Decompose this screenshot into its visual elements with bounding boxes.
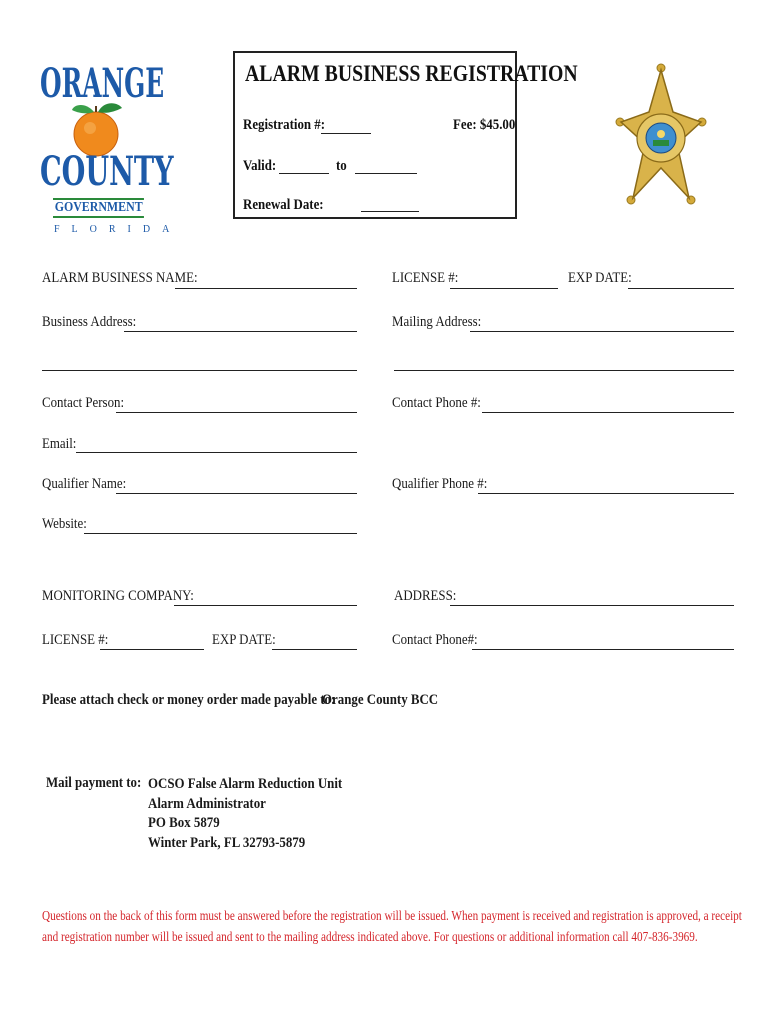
website-label: Website: <box>42 516 87 532</box>
monitoring-contact-phone-field[interactable] <box>472 649 734 650</box>
contact-person-field[interactable] <box>116 412 357 413</box>
fee-label: Fee: $45.00 <box>453 117 516 133</box>
contact-person-label: Contact Person: <box>42 395 125 411</box>
valid-from-field[interactable] <box>279 173 329 174</box>
logo-word-florida: FLORIDA <box>54 224 182 235</box>
orange-county-logo <box>40 60 182 240</box>
monitoring-company-field[interactable] <box>174 605 357 606</box>
qualifier-phone-label: Qualifier Phone #: <box>392 476 488 492</box>
logo-word-government: GOVERNMENT <box>53 198 144 218</box>
registration-header-box <box>233 51 578 219</box>
payee-name: Orange County BCC <box>322 692 439 708</box>
mailing-address-line: Alarm Administrator <box>148 795 266 812</box>
logo-word-orange: ORANGE <box>40 60 165 107</box>
attach-check-instruction: Please attach check or money order made payable to: <box>42 692 336 708</box>
monitoring-license-label: LICENSE #: <box>42 632 109 648</box>
business-address-line-2[interactable] <box>42 370 357 371</box>
mailing-address-field[interactable] <box>470 331 734 332</box>
monitoring-address-field[interactable] <box>450 605 734 606</box>
mailing-address-label: Mailing Address: <box>392 314 482 330</box>
business-license-label: LICENSE #: <box>392 270 459 286</box>
monitoring-address-label: ADDRESS: <box>394 588 457 604</box>
email-field[interactable] <box>76 452 357 453</box>
qualifier-phone-field[interactable] <box>478 493 734 494</box>
sheriff-star-badge-icon <box>615 60 707 212</box>
business-exp-date-field[interactable] <box>628 288 734 289</box>
business-address-label: Business Address: <box>42 314 137 330</box>
valid-label: Valid: <box>243 158 277 174</box>
renewal-date-label: Renewal Date: <box>243 197 324 213</box>
website-field[interactable] <box>84 533 357 534</box>
monitoring-contact-phone-label: Contact Phone#: <box>392 632 478 648</box>
email-label: Email: <box>42 436 77 452</box>
monitoring-exp-date-field[interactable] <box>272 649 357 650</box>
qualifier-name-label: Qualifier Name: <box>42 476 127 492</box>
mailing-address-block <box>148 775 374 853</box>
renewal-date-field[interactable] <box>361 211 419 212</box>
monitoring-license-field[interactable] <box>100 649 204 650</box>
qualifier-name-field[interactable] <box>116 493 357 494</box>
monitoring-exp-date-label: EXP DATE: <box>212 632 276 648</box>
footer-notice-line: Questions on the back of this form must be answered before the registration will be issued. When payment is received and registration is approved, a receipt <box>42 909 742 924</box>
valid-to-field[interactable] <box>355 173 417 174</box>
valid-to-label: to <box>336 158 347 174</box>
form-title: ALARM BUSINESS REGISTRATION <box>245 61 578 86</box>
mail-payment-label: Mail payment to: <box>46 775 142 791</box>
mailing-address-line-2[interactable] <box>394 370 734 371</box>
mailing-address-line: PO Box 5879 <box>148 815 220 831</box>
footer-notice <box>42 906 770 948</box>
business-address-field[interactable] <box>124 331 357 332</box>
business-license-field[interactable] <box>450 288 558 289</box>
registration-number-label: Registration #: <box>243 117 326 133</box>
contact-phone-field[interactable] <box>482 412 734 413</box>
contact-phone-label: Contact Phone #: <box>392 395 481 411</box>
alarm-business-name-label: ALARM BUSINESS NAME: <box>42 270 198 286</box>
mailing-address-line: OCSO False Alarm Reduction Unit <box>148 776 343 792</box>
logo-word-county: COUNTY <box>40 148 174 195</box>
monitoring-company-label: MONITORING COMPANY: <box>42 588 194 604</box>
alarm-business-name-field[interactable] <box>175 288 357 289</box>
footer-notice-line: and registration number will be issued and sent to the mailing address indicated above. For questions or additional information call 407-836-3969. <box>42 930 698 945</box>
mailing-address-line: Winter Park, FL 32793-5879 <box>148 834 306 851</box>
registration-number-field[interactable] <box>321 133 371 134</box>
business-exp-date-label: EXP DATE: <box>568 270 632 286</box>
